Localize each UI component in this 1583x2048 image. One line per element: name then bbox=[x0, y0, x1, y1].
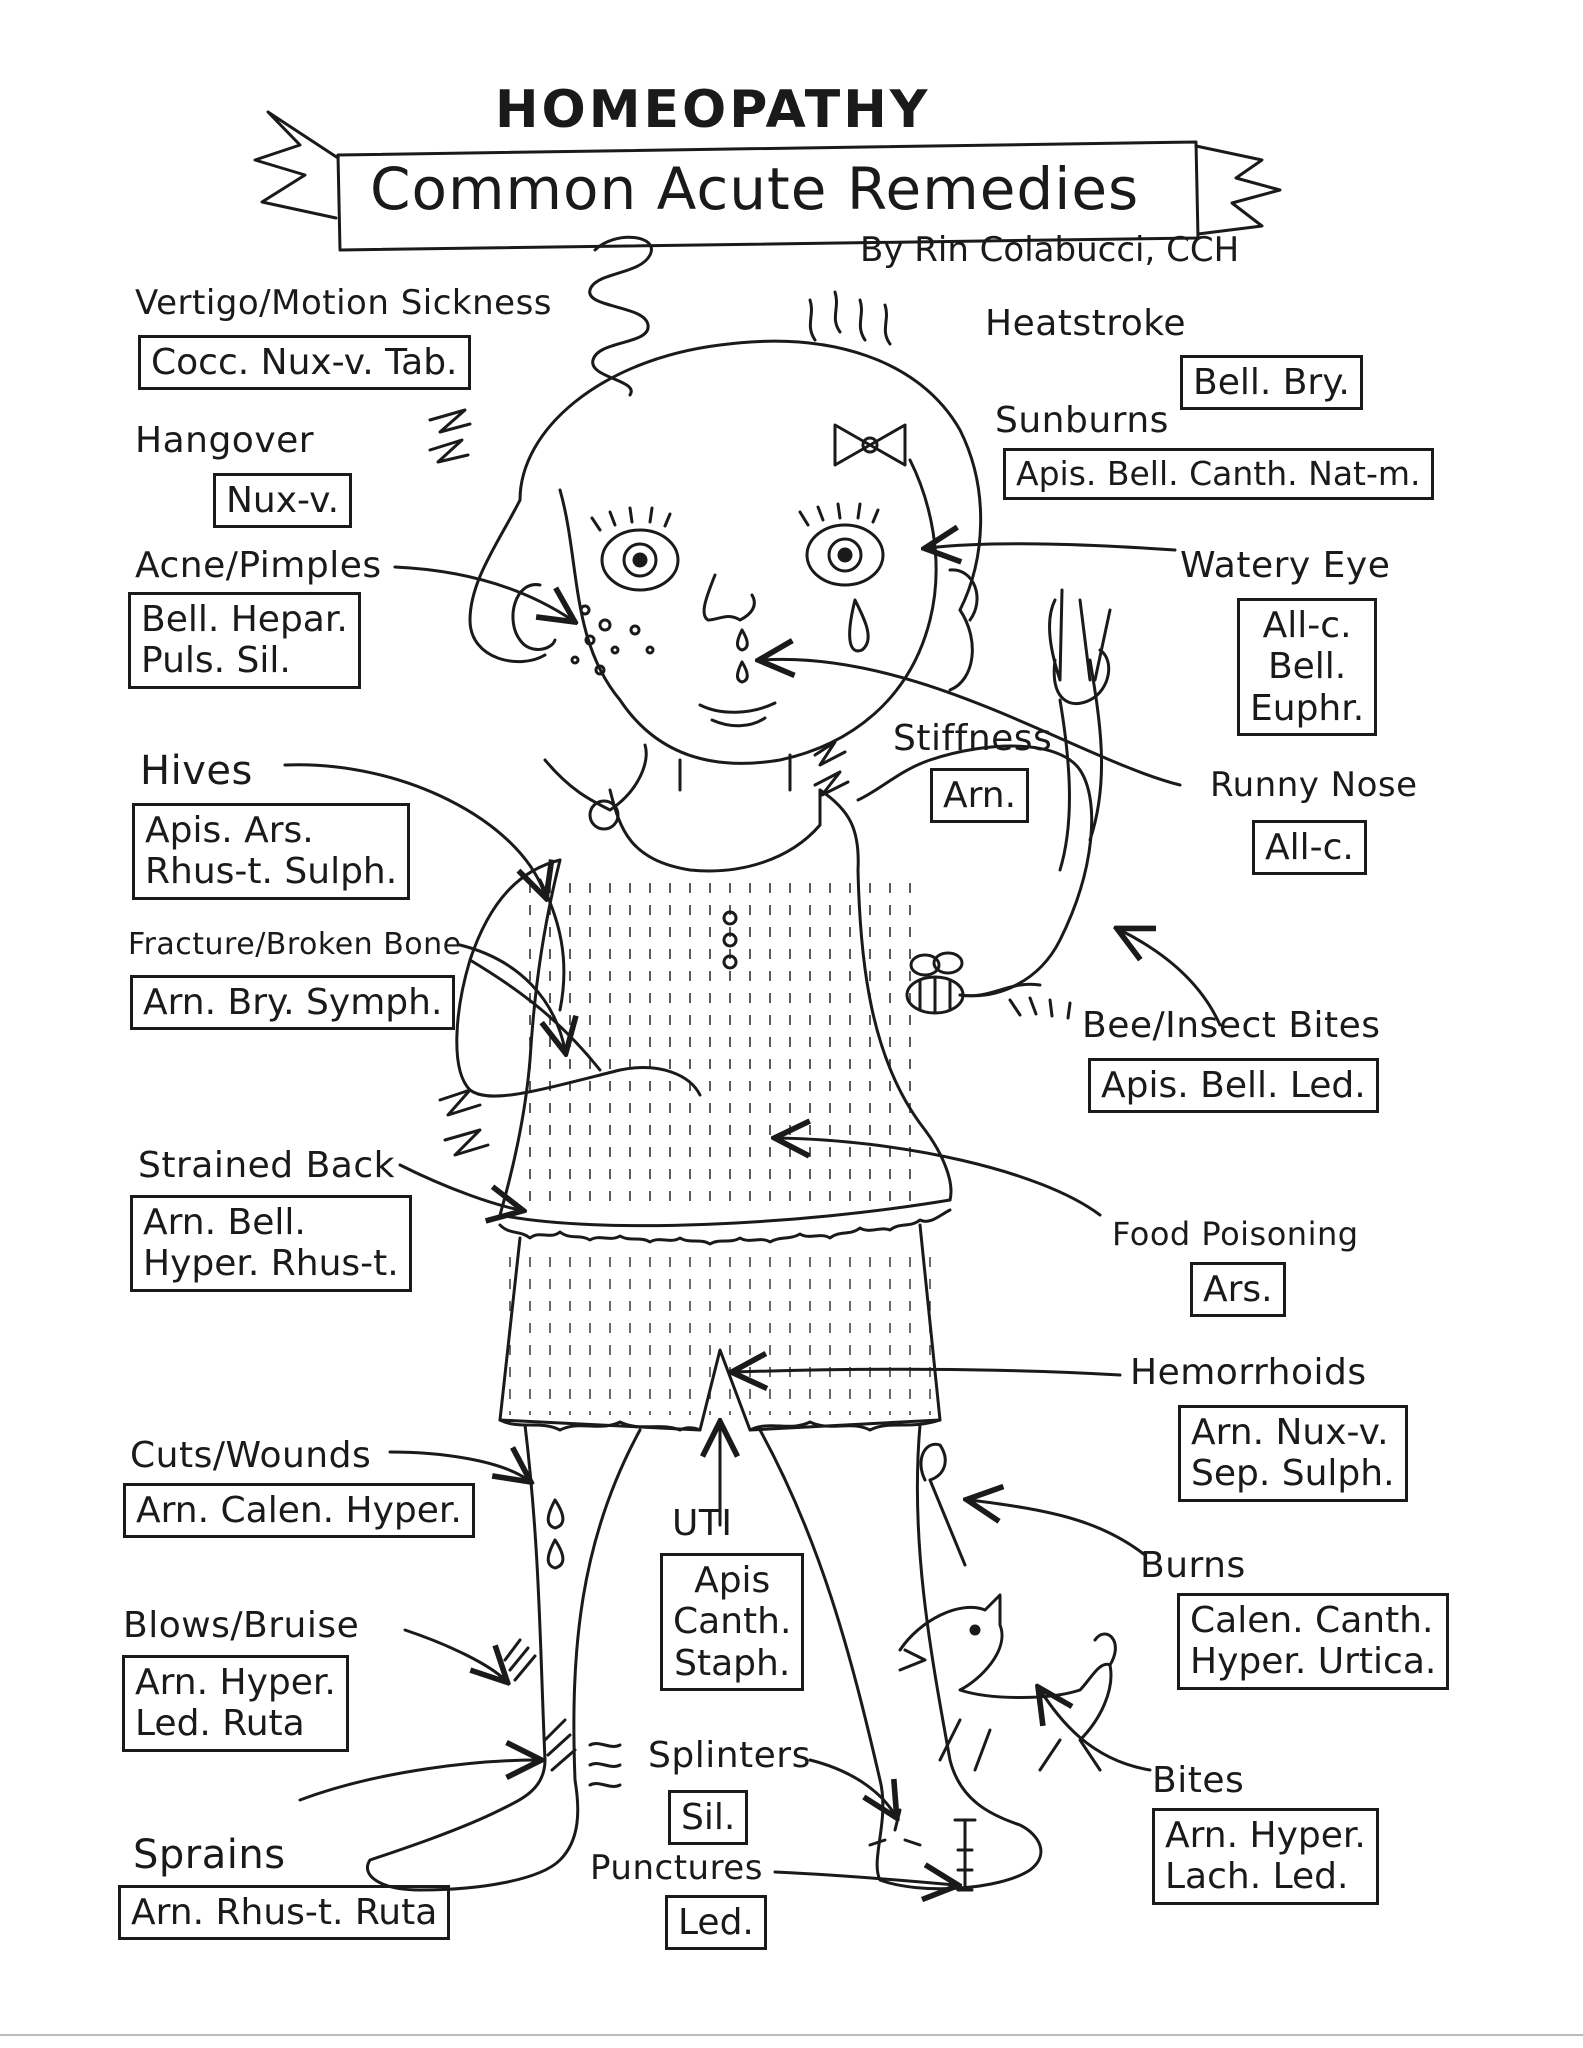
sling-knot bbox=[545, 745, 646, 810]
remedy-box-bites: Arn. Hyper. Lach. Led. bbox=[1152, 1808, 1379, 1905]
label-uti: UTI bbox=[672, 1503, 733, 1544]
remedy-box-bee-bites: Apis. Bell. Led. bbox=[1088, 1058, 1379, 1113]
remedy-box-sprains: Arn. Rhus-t. Ruta bbox=[118, 1885, 450, 1940]
back-strain-zigzag-icon bbox=[440, 1090, 488, 1155]
dress-drawing bbox=[500, 790, 951, 1244]
label-hives: Hives bbox=[140, 748, 253, 794]
hair-bow-icon bbox=[835, 425, 905, 465]
label-sprains: Sprains bbox=[133, 1832, 286, 1878]
label-stiffness: Stiffness bbox=[893, 718, 1053, 759]
stiffness-zigzag-icon bbox=[815, 742, 848, 795]
remedy-box-blows: Arn. Hyper. Led. Ruta bbox=[122, 1655, 349, 1752]
remedy-box-strained-back: Arn. Bell. Hyper. Rhus-t. bbox=[130, 1195, 412, 1292]
remedy-box-vertigo: Cocc. Nux-v. Tab. bbox=[138, 335, 471, 390]
label-blows: Blows/Bruise bbox=[123, 1605, 360, 1646]
remedy-box-sunburns: Apis. Bell. Canth. Nat-m. bbox=[1003, 448, 1434, 500]
head-drawing bbox=[470, 341, 981, 763]
label-fracture: Fracture/Broken Bone bbox=[128, 927, 462, 962]
remedy-box-burns: Calen. Canth. Hyper. Urtica. bbox=[1177, 1593, 1449, 1690]
remedy-box-uti: Apis Canth. Staph. bbox=[660, 1553, 804, 1691]
remedy-box-fracture: Arn. Bry. Symph. bbox=[130, 975, 455, 1030]
remedy-box-hemorrhoids: Arn. Nux-v. Sep. Sulph. bbox=[1178, 1405, 1408, 1502]
label-hemorrhoids: Hemorrhoids bbox=[1130, 1352, 1367, 1393]
label-cuts: Cuts/Wounds bbox=[130, 1435, 372, 1476]
label-acne: Acne/Pimples bbox=[135, 545, 382, 586]
label-food-poisoning: Food Poisoning bbox=[1112, 1215, 1359, 1253]
label-runny-nose: Runny Nose bbox=[1210, 765, 1418, 805]
author-byline: By Rin Colabucci, CCH bbox=[860, 230, 1240, 270]
burning-match-icon bbox=[921, 1444, 965, 1565]
vertigo-spiral-icon bbox=[590, 237, 652, 395]
label-vertigo: Vertigo/Motion Sickness bbox=[135, 283, 553, 323]
peace-hand-icon bbox=[1050, 590, 1110, 704]
remedy-box-splinters: Sil. bbox=[668, 1790, 748, 1845]
page-title: HOMEOPATHY bbox=[495, 80, 931, 140]
remedy-box-stiffness: Arn. bbox=[930, 768, 1029, 823]
heat-wave-icon bbox=[810, 292, 890, 344]
remedy-box-cuts: Arn. Calen. Hyper. bbox=[123, 1483, 475, 1538]
remedy-box-hives: Apis. Ars. Rhus-t. Sulph. bbox=[132, 803, 410, 900]
shorts-drawing bbox=[500, 1225, 940, 1430]
label-hangover: Hangover bbox=[135, 420, 315, 461]
label-sunburns: Sunburns bbox=[995, 400, 1169, 441]
remedy-box-hangover: Nux-v. bbox=[213, 473, 352, 528]
remedy-box-food-poisoning: Ars. bbox=[1190, 1262, 1286, 1317]
page-subtitle: Common Acute Remedies bbox=[370, 155, 1140, 223]
label-bites: Bites bbox=[1152, 1760, 1245, 1801]
sprain-wave-icon bbox=[590, 1744, 620, 1787]
dog-icon bbox=[900, 1595, 1115, 1770]
label-splinters: Splinters bbox=[648, 1735, 811, 1776]
label-burns: Burns bbox=[1140, 1545, 1246, 1586]
label-strained-back: Strained Back bbox=[138, 1145, 395, 1186]
label-bee-bites: Bee/Insect Bites bbox=[1082, 1005, 1381, 1046]
remedy-box-watery-eye: All-c. Bell. Euphr. bbox=[1237, 598, 1377, 736]
label-watery-eye: Watery Eye bbox=[1180, 545, 1391, 586]
nail-icon bbox=[955, 1820, 975, 1890]
hangover-zigzag-icon bbox=[430, 410, 470, 462]
remedy-box-heatstroke: Bell. Bry. bbox=[1180, 355, 1363, 410]
label-heatstroke: Heatstroke bbox=[985, 303, 1187, 344]
label-punctures: Punctures bbox=[590, 1848, 763, 1888]
remedy-box-runny-nose: All-c. bbox=[1252, 820, 1367, 875]
remedy-box-punctures: Led. bbox=[665, 1895, 767, 1950]
remedy-box-acne: Bell. Hepar. Puls. Sil. bbox=[128, 592, 361, 689]
